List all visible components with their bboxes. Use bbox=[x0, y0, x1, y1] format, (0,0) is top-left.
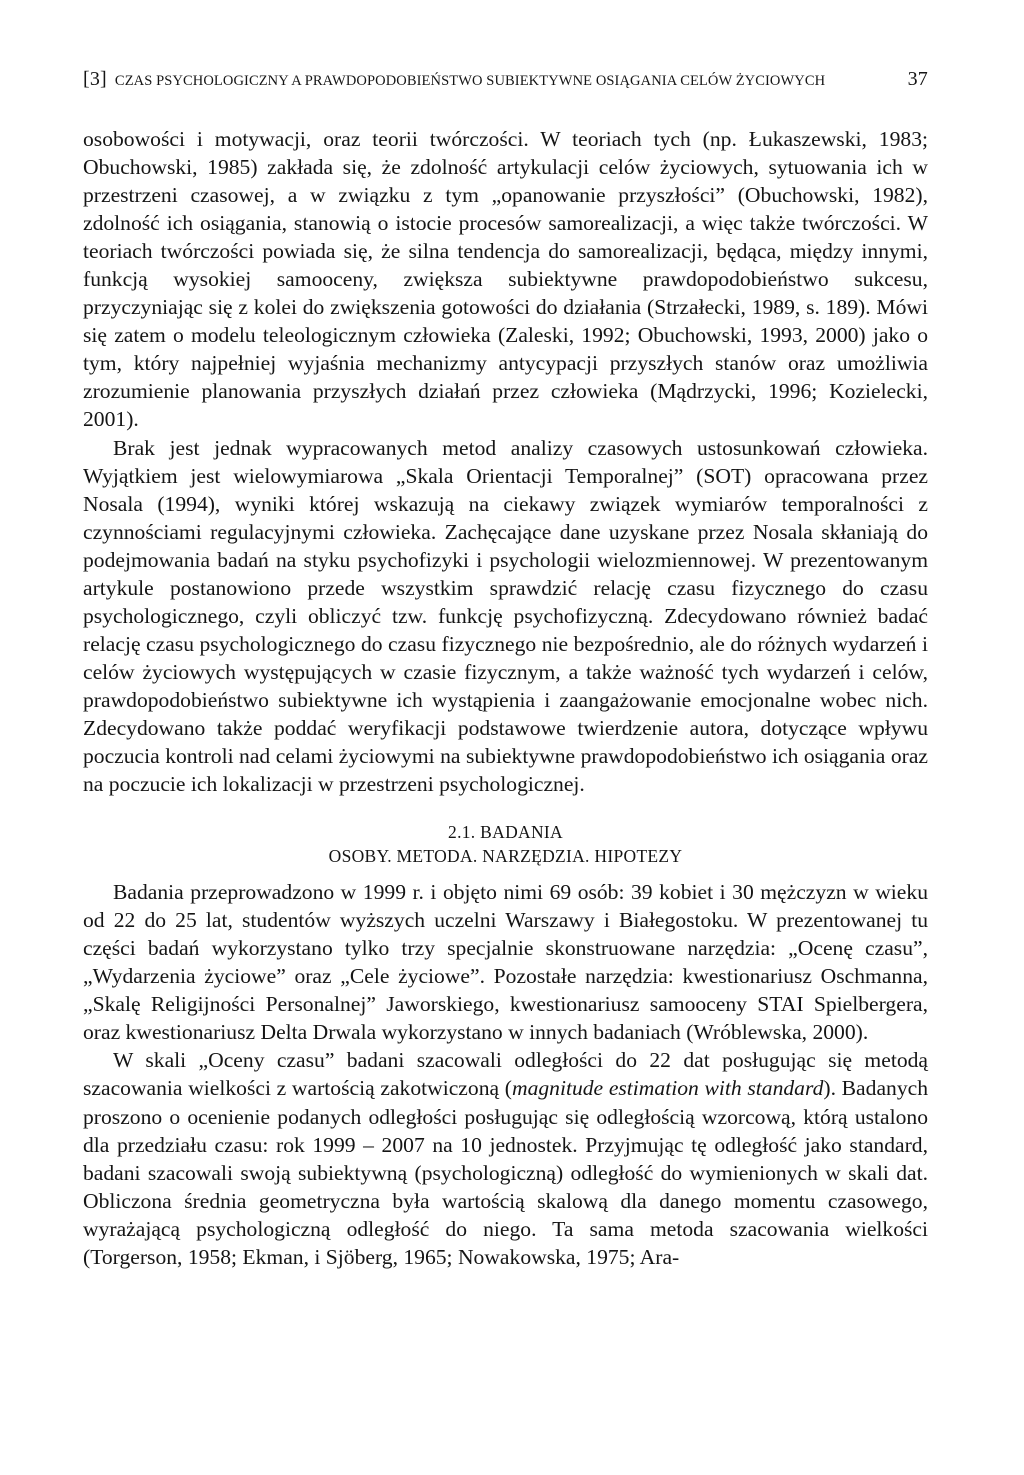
running-title: CZAS PSYCHOLOGICZNY A PRAWDOPODOBIEŃSTWO SUBIEKTYWNE OSIĄGANIA CELÓW ŻYCIOWYCH bbox=[114, 73, 826, 89]
paragraph-1: osobowości i motywacji, oraz teorii twórczości. W teoriach tych (np. Łukaszewski, 1983; Obuchowski, 1985) zakłada się, że zdolność artykulacji celów życiowych, sytuowania ich w przestrzeni czasowej, a w związku z tym „opanowanie przyszłości” (Obuchowski, 1982), zdolność ich osiągania, stanowią o istocie procesów samorealizacji, a więc także twórczości. W teoriach twórczości powiada się, że silna tendencja do samorealizacji, będąca, między innymi, funkcją wysokiej samooceny, zwiększa subiektywne prawdopodobieństwo sukcesu, przyczyniając się z kolei do zwiększenia gotowości do działania (Strzałecki, 1989, s. 189). Mówi się zatem o modelu teleologicznym człowieka (Zaleski, 1992; Obuchowski, 1993, 2000) jako o tym, który najpełniej wyjaśnia mechanizmy antycypacji przyszłych stanów oraz umożliwia zrozumienie planowania przyszłych działań przez człowieka (Mądrzycki, 1996; Kozielecki, 2001). bbox=[83, 127, 928, 432]
section-heading-number: 2.1. BADANIA bbox=[448, 822, 563, 843]
page bbox=[83, 68, 928, 1271]
paragraph-4-part-2: ). Badanych proszono o ocenienie podanych odległości posługując się odległością wzorcową, którą ustalono dla przedziału czasu: rok 1999 – 2007 na 10 jednostek. Przyjmując tę odległość jako standard, badani szacowali swoją subiektywną (psychologiczną) odległość do wymienionych w skali dat. Obliczona średnia geometryczna była wartością skalową dla danego momentu czasowego, wyrażającą psychologiczną odległość do niego. Ta sama metoda szacowania wielkości (Torgerson, 1958; Ekman, i Sjöberg, 1965; Nowakowska, 1975; Ara- bbox=[83, 1076, 929, 1269]
chapter-number: [3] bbox=[83, 68, 107, 90]
section-heading-title: OSOBY. METODA. NARZĘDZIA. HIPOTEZY bbox=[328, 846, 683, 867]
paragraph-3: Badania przeprowadzono w 1999 r. i objęto nimi 69 osób: 39 kobiet i 30 mężczyzn w wieku od 22 do 25 lat, studentów wyższych uczelni Warszawy i Białegostoku. W prezentowanej tu części badań wykorzystano tylko trzy specjalnie skonstruowane narzędzia: „Ocenę czasu”, „Wydarzenia życiowe” oraz „Cele życiowe”. Pozostałe narzędzia: kwestionariusz Oschmanna, „Skalę Religijności Personalnej” Jaworskiego, kwestionariusz samooceny STAI Spielbergera, oraz kwestionariusz Delta Drwala wykorzystano w innych badaniach (Wróblewska, 2000). bbox=[83, 880, 928, 1045]
paragraph-4 bbox=[83, 1046, 928, 1270]
page-number: 37 bbox=[907, 68, 928, 90]
paragraph-2: Brak jest jednak wypracowanych metod analizy czasowych ustosunkowań człowieka. Wyjątkiem jest wielowymiarowa „Skala Orientacji Temporalnej” (SOT) opracowana przez Nosala (1994), wyniki której wskazują na ciekawy związek wymiarów temporalności z czynnościami regulacyjnymi człowieka. Zachęcające dane uzyskane przez Nosala skłaniają do podejmowania badań na styku psychofizyki i psychologii wielozmiennowej. W prezentowanym artykule postanowiono przede wszystkim sprawdzić relację czasu fizycznego do czasu psychologicznego, czyli obliczyć tzw. funkcję psychofizyczną. Zdecydowano również badać relację czasu psychologicznego do czasu fizycznego nie bezpośrednio, ale do różnych wydarzeń i celów życiowych występujących w czasie fizycznym, a także ważność tych wydarzeń i celów, prawdopodobieństwo subiektywne ich wystąpienia i zaangażowanie emocjonalne wobec nich. Zdecydowano także poddać weryfikacji podstawowe twierdzenie autora, dotyczące wpływu poczucia kontroli nad celami życiowymi na subiektywne prawdopodobieństwo ich osiągania oraz na poczucie ich lokalizacji w przestrzeni psychologicznej. bbox=[83, 435, 928, 797]
section-heading bbox=[83, 820, 928, 868]
paragraph-4-part-1: W skali „Oceny czasu” badani szacowali odległości do 22 dat posługując się metodą szacowania wielkości z wartością zakotwiczoną ( bbox=[83, 1048, 928, 1101]
running-header bbox=[83, 68, 928, 91]
paragraph-4-italic: magnitude estimation with standard bbox=[511, 1076, 824, 1101]
